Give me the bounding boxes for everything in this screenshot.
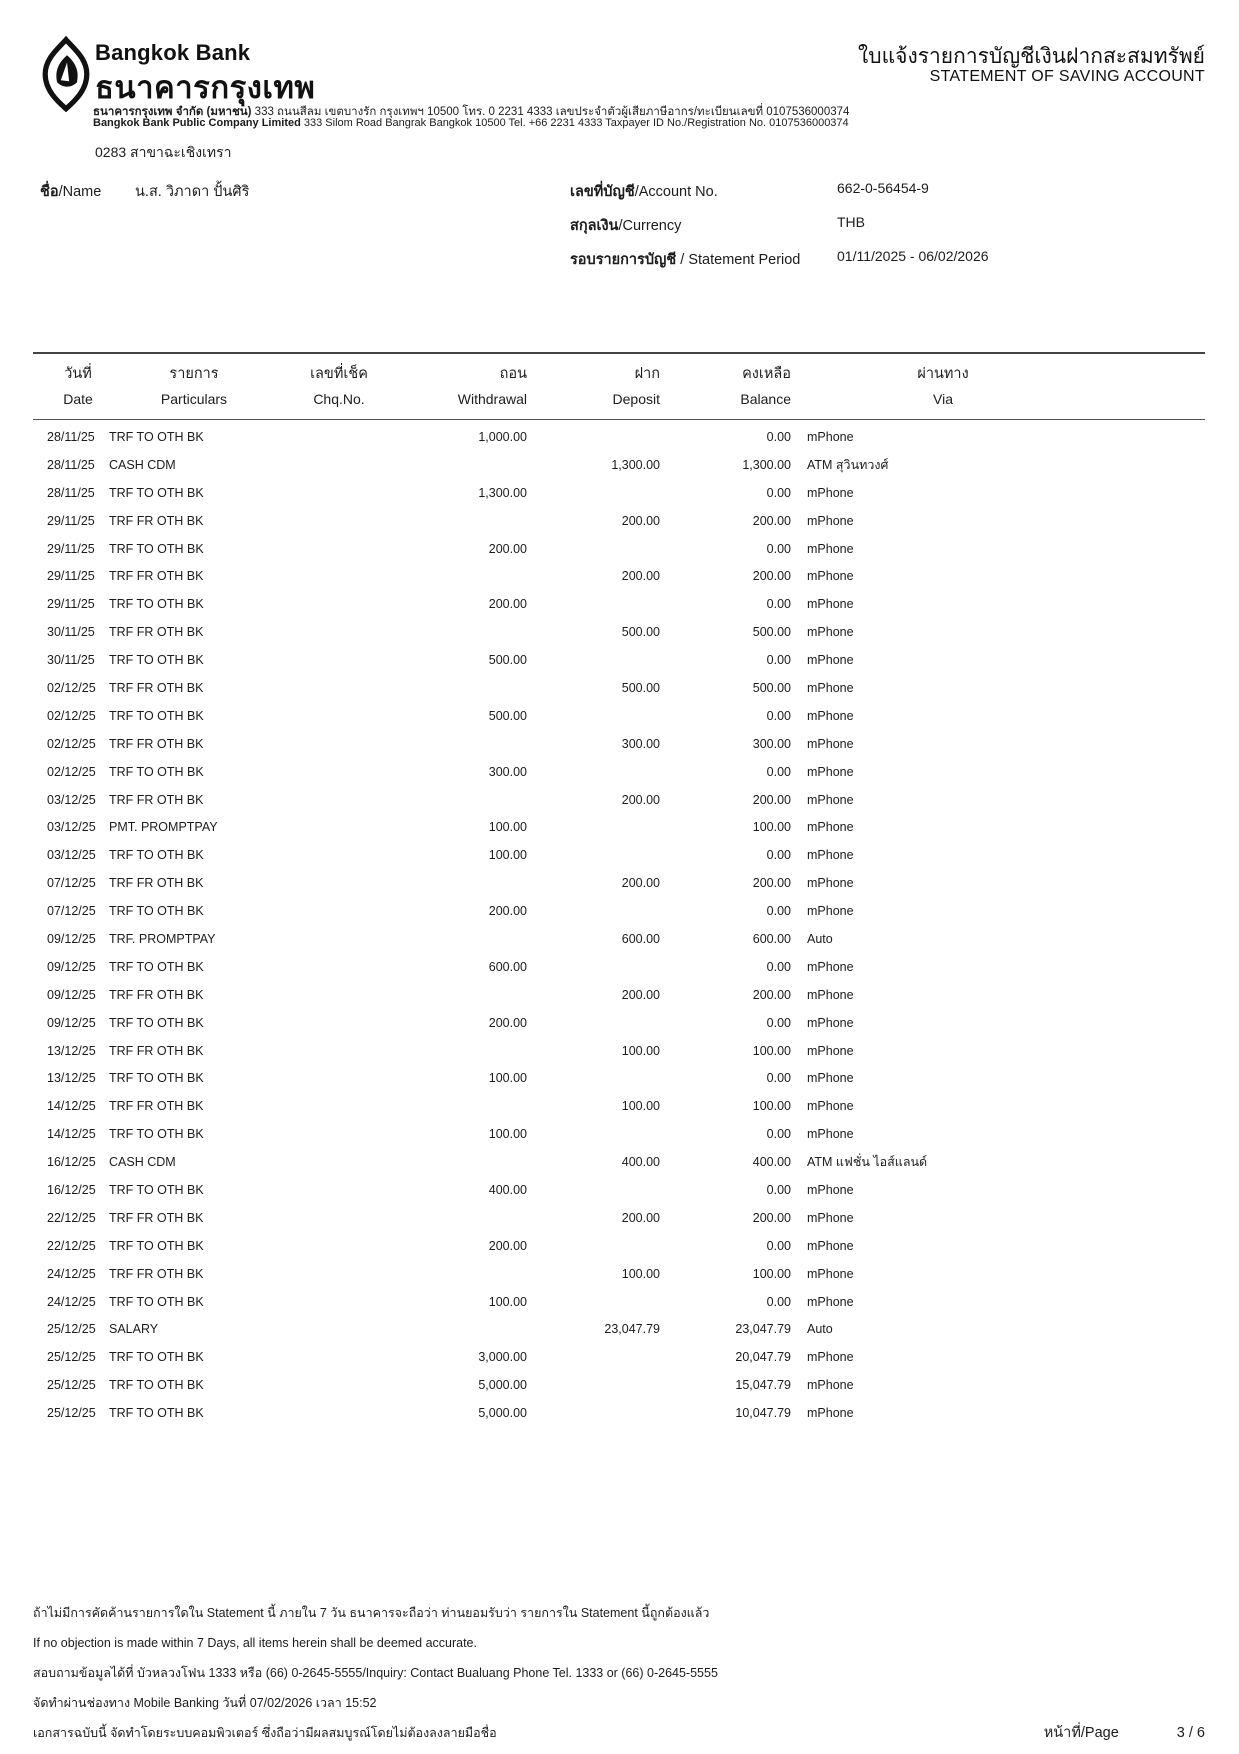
account-no-label: [570, 180, 718, 203]
table-row: [33, 1064, 1205, 1092]
cell-via: mPhone: [807, 1294, 854, 1309]
account-holder-name: น.ส. วิภาดา ปั้นศิริ: [135, 184, 250, 200]
cell-date: 07/12/25: [47, 904, 96, 919]
cell-date: 25/12/25: [47, 1350, 96, 1365]
header-particulars-en: Particulars: [160, 391, 228, 407]
cell-withdrawal: 500.00: [488, 708, 527, 723]
cell-balance: 200.00: [752, 569, 791, 584]
cell-date: 09/12/25: [47, 987, 96, 1002]
cell-balance: 0.00: [766, 1015, 791, 1030]
cell-deposit: 400.00: [621, 1155, 660, 1170]
header-via-en: Via: [933, 391, 953, 407]
cell-particulars: TRF TO OTH BK: [109, 959, 204, 974]
table-row: [33, 841, 1205, 869]
bank-name-english: Bangkok Bank: [95, 40, 251, 65]
cell-particulars: TRF FR OTH BK: [109, 1210, 204, 1225]
table-row: [33, 869, 1205, 897]
cell-particulars: TRF TO OTH BK: [109, 848, 204, 863]
document-title-thai: ใบแจ้งรายการบัญชีเงินฝากสะสมทรัพย์: [858, 45, 1205, 68]
cell-date: 16/12/25: [47, 1155, 96, 1170]
cell-date: 25/12/25: [47, 1406, 96, 1421]
cell-balance: 0.00: [766, 541, 791, 556]
statement-period-label-thai: รอบรายการบัญชี: [570, 252, 677, 268]
cell-balance: 0.00: [766, 708, 791, 723]
cell-withdrawal: 500.00: [488, 653, 527, 668]
cell-particulars: SALARY: [109, 1322, 159, 1337]
cell-balance: 0.00: [766, 848, 791, 863]
document-title-english: STATEMENT OF SAVING ACCOUNT: [929, 68, 1205, 85]
cell-balance: 0.00: [766, 653, 791, 668]
cell-particulars: TRF TO OTH BK: [109, 1406, 204, 1421]
cell-balance: 0.00: [766, 1071, 791, 1086]
table-row: [33, 1092, 1205, 1120]
cell-via: mPhone: [807, 764, 854, 779]
cell-particulars: PMT. PROMPTPAY: [109, 820, 218, 835]
cell-particulars: TRF TO OTH BK: [109, 541, 204, 556]
header-withdrawal-th: ถอน: [499, 365, 527, 382]
cell-date: 24/12/25: [47, 1266, 96, 1281]
cell-date: 25/12/25: [47, 1322, 96, 1337]
cell-balance: 0.00: [766, 485, 791, 500]
table-row: [33, 1399, 1205, 1427]
cell-date: 09/12/25: [47, 959, 96, 974]
cell-withdrawal: 100.00: [488, 820, 527, 835]
cell-balance: 0.00: [766, 429, 791, 444]
cell-particulars: TRF FR OTH BK: [109, 569, 204, 584]
cell-deposit: 200.00: [621, 569, 660, 584]
cell-via: mPhone: [807, 1406, 854, 1421]
name-label-english: /Name: [58, 184, 102, 200]
cell-via: mPhone: [807, 680, 854, 695]
cell-balance: 100.00: [752, 1043, 791, 1058]
table-row: [33, 590, 1205, 618]
cell-particulars: TRF TO OTH BK: [109, 597, 204, 612]
cell-via: mPhone: [807, 848, 854, 863]
cell-via: mPhone: [807, 904, 854, 919]
cell-particulars: CASH CDM: [109, 1155, 176, 1170]
account-no-label-thai: เลขที่บัญชี: [570, 184, 635, 200]
cell-withdrawal: 200.00: [488, 904, 527, 919]
cell-date: 24/12/25: [47, 1294, 96, 1309]
statement-period-label-english: / Statement Period: [676, 252, 801, 268]
cell-date: 29/11/25: [47, 569, 95, 584]
cell-balance: 0.00: [766, 1127, 791, 1142]
cell-particulars: TRF TO OTH BK: [109, 1238, 204, 1253]
cell-via: mPhone: [807, 1043, 854, 1058]
cell-balance: 500.00: [752, 680, 791, 695]
cell-balance: 400.00: [752, 1155, 791, 1170]
cell-via: mPhone: [807, 513, 854, 528]
cell-particulars: TRF TO OTH BK: [109, 1015, 204, 1030]
cell-date: 09/12/25: [47, 1015, 96, 1030]
cell-withdrawal: 5,000.00: [478, 1378, 527, 1393]
cell-via: mPhone: [807, 653, 854, 668]
table-row: [33, 1176, 1205, 1204]
cell-via: mPhone: [807, 1182, 854, 1197]
cell-date: 14/12/25: [47, 1127, 96, 1142]
cell-particulars: TRF FR OTH BK: [109, 1099, 204, 1114]
cell-particulars: TRF TO OTH BK: [109, 1182, 204, 1197]
cell-withdrawal: 200.00: [488, 1238, 527, 1253]
statement-table-body: [33, 420, 1205, 1427]
bank-name-thai: ธนาคารกรุงเทพ: [95, 70, 316, 105]
cell-date: 30/11/25: [47, 625, 95, 640]
cell-via: mPhone: [807, 1210, 854, 1225]
account-no-value: 662-0-56454-9: [837, 180, 929, 196]
cell-withdrawal: 200.00: [488, 597, 527, 612]
cell-via: mPhone: [807, 820, 854, 835]
cell-withdrawal: 1,300.00: [478, 485, 527, 500]
cell-deposit: 1,300.00: [611, 457, 660, 472]
cell-withdrawal: 600.00: [488, 959, 527, 974]
cell-deposit: 200.00: [621, 876, 660, 891]
cell-date: 28/11/25: [47, 429, 95, 444]
cell-particulars: TRF TO OTH BK: [109, 653, 204, 668]
cell-deposit: 600.00: [621, 931, 660, 946]
cell-date: 02/12/25: [47, 680, 96, 695]
page-label: หน้าที่/Page: [1043, 1725, 1119, 1741]
cell-date: 03/12/25: [47, 820, 96, 835]
cell-balance: 200.00: [752, 876, 791, 891]
table-row: [33, 1343, 1205, 1371]
cell-date: 03/12/25: [47, 848, 96, 863]
table-row: [33, 813, 1205, 841]
table-row: [33, 618, 1205, 646]
cell-balance: 0.00: [766, 904, 791, 919]
cell-via: mPhone: [807, 987, 854, 1002]
cell-particulars: TRF TO OTH BK: [109, 708, 204, 723]
cell-balance: 0.00: [766, 959, 791, 974]
cell-balance: 1,300.00: [742, 457, 791, 472]
currency-value: THB: [837, 214, 865, 230]
cell-balance: 0.00: [766, 764, 791, 779]
cell-deposit: 100.00: [621, 1043, 660, 1058]
cell-via: Auto: [807, 1322, 833, 1337]
bank-address-english-rest: 333 Silom Road Bangrak Bangkok 10500 Tel. +66 2231 4333 Taxpayer ID No./Registration No. 0107536000374: [300, 117, 849, 129]
cell-via: mPhone: [807, 1099, 854, 1114]
cell-date: 25/12/25: [47, 1378, 96, 1393]
cell-withdrawal: 200.00: [488, 541, 527, 556]
cell-withdrawal: 400.00: [488, 1182, 527, 1197]
account-no-label-english: /Account No.: [634, 184, 718, 200]
cell-balance: 200.00: [752, 792, 791, 807]
cell-via: mPhone: [807, 597, 854, 612]
cell-date: 03/12/25: [47, 792, 96, 807]
cell-balance: 300.00: [752, 736, 791, 751]
cell-particulars: TRF TO OTH BK: [109, 1127, 204, 1142]
cell-deposit: 300.00: [621, 736, 660, 751]
table-row: [33, 702, 1205, 730]
cell-balance: 600.00: [752, 931, 791, 946]
bangkok-bank-lotus-logo-icon: [40, 36, 92, 112]
table-row: [33, 1037, 1205, 1065]
cell-deposit: 100.00: [621, 1266, 660, 1281]
footer-objection-english: If no objection is made within 7 Days, all items herein shall be deemed accurate.: [33, 1636, 477, 1650]
cell-via: mPhone: [807, 625, 854, 640]
branch-name: 0283 สาขาฉะเชิงเทรา: [95, 144, 232, 160]
cell-via: mPhone: [807, 1071, 854, 1086]
cell-particulars: TRF TO OTH BK: [109, 764, 204, 779]
cell-balance: 200.00: [752, 987, 791, 1002]
cell-date: 16/12/25: [47, 1182, 96, 1197]
cell-particulars: TRF TO OTH BK: [109, 1294, 204, 1309]
cell-balance: 100.00: [752, 820, 791, 835]
cell-via: mPhone: [807, 792, 854, 807]
cell-particulars: TRF FR OTH BK: [109, 792, 204, 807]
cell-via: ATM แฟชั่น ไอส์แลนด์: [807, 1155, 928, 1170]
table-header-english-row: [33, 386, 1205, 412]
cell-withdrawal: 100.00: [488, 848, 527, 863]
cell-date: 29/11/25: [47, 513, 95, 528]
table-row: [33, 507, 1205, 535]
table-row: [33, 1232, 1205, 1260]
cell-via: mPhone: [807, 708, 854, 723]
table-row: [33, 646, 1205, 674]
cell-particulars: TRF TO OTH BK: [109, 1350, 204, 1365]
cell-date: 09/12/25: [47, 931, 96, 946]
cell-deposit: 200.00: [621, 1210, 660, 1225]
cell-via: mPhone: [807, 1350, 854, 1365]
table-row: [33, 562, 1205, 590]
cell-withdrawal: 5,000.00: [478, 1406, 527, 1421]
cell-withdrawal: 200.00: [488, 1015, 527, 1030]
table-header: [33, 352, 1205, 420]
statement-period-value: 01/11/2025 - 06/02/2026: [837, 248, 989, 264]
cell-particulars: TRF FR OTH BK: [109, 513, 204, 528]
header-chqno-th: เลขที่เช็ค: [310, 365, 368, 382]
footer-generated-via: จัดทำผ่านช่องทาง Mobile Banking วันที่ 07/02/2026 เวลา 15:52: [33, 1696, 377, 1710]
table-header-thai-row: [33, 360, 1205, 386]
cell-date: 28/11/25: [47, 457, 95, 472]
name-label-thai: ชื่อ: [40, 184, 59, 200]
cell-via: mPhone: [807, 876, 854, 891]
cell-via: mPhone: [807, 429, 854, 444]
footer: [33, 1598, 1205, 1748]
table-row: [33, 479, 1205, 507]
cell-particulars: TRF FR OTH BK: [109, 625, 204, 640]
cell-balance: 200.00: [752, 1210, 791, 1225]
table-row: [33, 897, 1205, 925]
footer-computer-generated-note: เอกสารฉบับนี้ จัดทำโดยระบบคอมพิวเตอร์ ซึ่งถือว่ามีผลสมบูรณ์โดยไม่ต้องลงลายมือชื่อ: [33, 1726, 497, 1740]
table-row: [33, 1204, 1205, 1232]
cell-via: mPhone: [807, 541, 854, 556]
cell-withdrawal: 300.00: [488, 764, 527, 779]
cell-via: ATM สุวินทวงศ์: [807, 457, 889, 472]
cell-date: 22/12/25: [47, 1238, 96, 1253]
table-row: [33, 423, 1205, 451]
table-row: [33, 953, 1205, 981]
statement-period-label: [570, 248, 800, 271]
header-chqno-en: Chq.No.: [313, 391, 365, 407]
cell-via: mPhone: [807, 1266, 854, 1281]
header-balance-en: Balance: [740, 391, 791, 407]
cell-particulars: TRF FR OTH BK: [109, 736, 204, 751]
table-row: [33, 786, 1205, 814]
cell-date: 30/11/25: [47, 653, 95, 668]
cell-balance: 10,047.79: [735, 1406, 791, 1421]
cell-via: mPhone: [807, 1238, 854, 1253]
table-row: [33, 758, 1205, 786]
cell-date: 02/12/25: [47, 708, 96, 723]
transactions-table: [33, 352, 1205, 1427]
table-row: [33, 535, 1205, 563]
cell-particulars: CASH CDM: [109, 457, 176, 472]
cell-balance: 0.00: [766, 1238, 791, 1253]
cell-via: mPhone: [807, 1015, 854, 1030]
table-row: [33, 1148, 1205, 1176]
cell-balance: 20,047.79: [735, 1350, 791, 1365]
cell-deposit: 100.00: [621, 1099, 660, 1114]
table-row: [33, 925, 1205, 953]
table-row: [33, 981, 1205, 1009]
footer-inquiry: สอบถามข้อมูลได้ที่ บัวหลวงโฟน 1333 หรือ (66) 0-2645-5555/Inquiry: Contact Bualuang Phone Tel. 1333 or (66) 0-2645-5555: [33, 1666, 718, 1680]
cell-deposit: 200.00: [621, 987, 660, 1002]
bank-address-thai-rest: 333 ถนนสีลม เขตบางรัก กรุงเทพฯ 10500 โทร. 0 2231 4333 เลขประจำตัวผู้เสียภาษีอากร/ทะเบียนเลขที่ 0107536000374: [251, 106, 850, 118]
table-row: [33, 1371, 1205, 1399]
cell-balance: 23,047.79: [735, 1322, 791, 1337]
cell-date: 07/12/25: [47, 876, 96, 891]
table-row: [33, 730, 1205, 758]
table-row: [33, 1316, 1205, 1344]
cell-withdrawal: 100.00: [488, 1071, 527, 1086]
cell-particulars: TRF FR OTH BK: [109, 1043, 204, 1058]
cell-balance: 500.00: [752, 625, 791, 640]
cell-particulars: TRF FR OTH BK: [109, 1266, 204, 1281]
cell-particulars: TRF TO OTH BK: [109, 1378, 204, 1393]
cell-particulars: TRF FR OTH BK: [109, 987, 204, 1002]
cell-withdrawal: 3,000.00: [478, 1350, 527, 1365]
cell-balance: 100.00: [752, 1099, 791, 1114]
cell-particulars: TRF FR OTH BK: [109, 680, 204, 695]
cell-date: 13/12/25: [47, 1071, 96, 1086]
header-withdrawal-en: Withdrawal: [457, 391, 527, 407]
cell-balance: 100.00: [752, 1266, 791, 1281]
cell-date: 14/12/25: [47, 1099, 96, 1114]
header-date-en: Date: [63, 391, 93, 407]
table-row: [33, 674, 1205, 702]
bank-address-thai-bold: ธนาคารกรุงเทพ จำกัด (มหาชน): [93, 106, 252, 118]
currency-label-english: /Currency: [618, 218, 682, 234]
table-row: [33, 1260, 1205, 1288]
cell-date: 13/12/25: [47, 1043, 96, 1058]
cell-balance: 0.00: [766, 1294, 791, 1309]
cell-via: mPhone: [807, 1127, 854, 1142]
cell-date: 22/12/25: [47, 1210, 96, 1225]
cell-deposit: 200.00: [621, 792, 660, 807]
cell-date: 02/12/25: [47, 736, 96, 751]
cell-particulars: TRF TO OTH BK: [109, 429, 204, 444]
table-row: [33, 1120, 1205, 1148]
page-number: [1044, 1718, 1205, 1748]
table-row: [33, 1288, 1205, 1316]
cell-deposit: 23,047.79: [604, 1322, 660, 1337]
header-balance-th: คงเหลือ: [742, 365, 791, 382]
cell-deposit: 500.00: [621, 625, 660, 640]
table-row: [33, 1009, 1205, 1037]
header-deposit-en: Deposit: [612, 391, 660, 407]
header-date-th: วันที่: [64, 365, 92, 382]
table-row: [33, 451, 1205, 479]
cell-via: mPhone: [807, 485, 854, 500]
cell-withdrawal: 1,000.00: [478, 429, 527, 444]
cell-via: Auto: [807, 931, 833, 946]
cell-particulars: TRF FR OTH BK: [109, 876, 204, 891]
cell-via: mPhone: [807, 736, 854, 751]
cell-particulars: TRF. PROMPTPAY: [109, 931, 216, 946]
cell-particulars: TRF TO OTH BK: [109, 904, 204, 919]
cell-date: 02/12/25: [47, 764, 96, 779]
cell-particulars: TRF TO OTH BK: [109, 1071, 204, 1086]
cell-particulars: TRF TO OTH BK: [109, 485, 204, 500]
cell-via: mPhone: [807, 569, 854, 584]
footer-last-line: [33, 1718, 1205, 1748]
cell-date: 29/11/25: [47, 541, 95, 556]
cell-deposit: 500.00: [621, 680, 660, 695]
cell-deposit: 200.00: [621, 513, 660, 528]
cell-date: 29/11/25: [47, 597, 95, 612]
cell-balance: 0.00: [766, 1182, 791, 1197]
header-particulars-th: รายการ: [169, 365, 219, 382]
header-via-th: ผ่านทาง: [917, 365, 969, 382]
cell-withdrawal: 100.00: [488, 1294, 527, 1309]
cell-balance: 200.00: [752, 513, 791, 528]
bank-address-english: [93, 117, 849, 129]
cell-balance: 0.00: [766, 597, 791, 612]
header-deposit-th: ฝาก: [634, 365, 660, 382]
cell-balance: 15,047.79: [735, 1378, 791, 1393]
bank-address-english-bold: Bangkok Bank Public Company Limited: [93, 117, 301, 129]
cell-via: mPhone: [807, 959, 854, 974]
currency-label-thai: สกุลเงิน: [570, 218, 619, 234]
cell-date: 28/11/25: [47, 485, 95, 500]
footer-objection-thai: ถ้าไม่มีการคัดค้านรายการใดใน Statement นี้ ภายใน 7 วัน ธนาคารจะถือว่า ท่านยอมรับว่า รายการใน Statement นี้ถูกต้องแล้ว: [33, 1606, 710, 1620]
currency-label: [570, 214, 681, 237]
page-value: 3 / 6: [1176, 1725, 1205, 1741]
name-label: [40, 180, 101, 203]
cell-via: mPhone: [807, 1378, 854, 1393]
cell-withdrawal: 100.00: [488, 1127, 527, 1142]
